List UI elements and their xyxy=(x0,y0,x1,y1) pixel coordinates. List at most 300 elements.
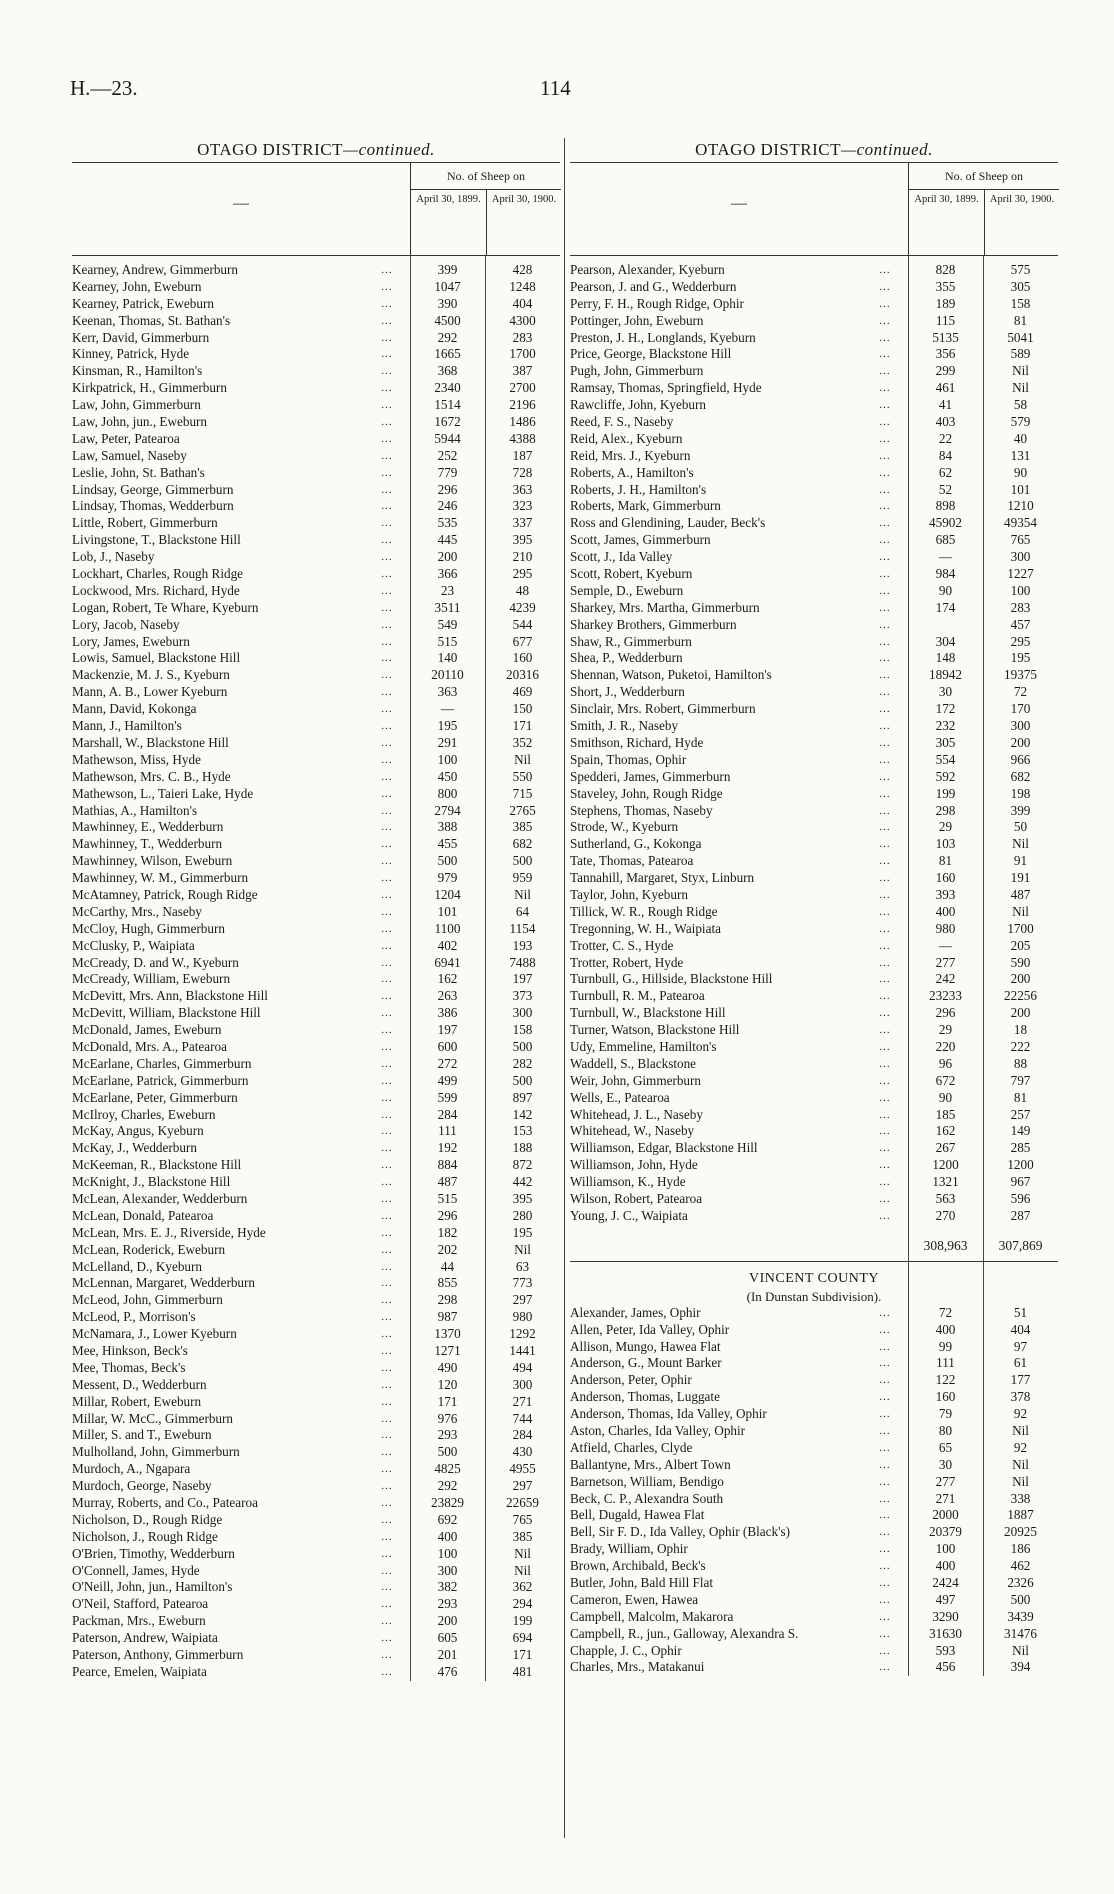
sheep-1900: 187 xyxy=(512,447,533,463)
sheep-1900: 18 xyxy=(1013,1022,1028,1038)
leader-dots: ... xyxy=(879,264,891,276)
owner-name: Turner, Watson, Blackstone Hill xyxy=(570,1022,740,1038)
sheep-1900: 404 xyxy=(1010,1321,1031,1337)
col-1899-header: April 30, 1899. xyxy=(416,194,481,205)
sheep-1899: 45902 xyxy=(929,515,962,531)
sheep-1899: 30 xyxy=(938,684,953,700)
leader-dots: ... xyxy=(381,1530,393,1543)
leader-dots: ... xyxy=(879,1192,891,1205)
table-row xyxy=(72,836,560,853)
leader-dots: ... xyxy=(381,1328,393,1341)
sheep-1899: 195 xyxy=(437,718,458,734)
sheep-1900: 158 xyxy=(1010,295,1031,311)
owner-name: Nicholson, D., Rough Ridge xyxy=(72,1511,223,1527)
leader-dots: ... xyxy=(381,399,393,412)
sheep-1900: 5041 xyxy=(1007,329,1034,345)
leader-dots: ... xyxy=(879,973,891,986)
leader-dots: ... xyxy=(879,1306,891,1319)
sheep-1899: 84 xyxy=(938,447,953,463)
leader-dots: ... xyxy=(381,770,393,783)
table-row xyxy=(570,819,1058,836)
sheep-1900: 1700 xyxy=(509,346,536,362)
leader-dots: ... xyxy=(879,703,891,716)
sheep-1899: 5944 xyxy=(434,430,461,446)
table-row xyxy=(72,515,560,532)
sheep-1900: 1887 xyxy=(1007,1507,1034,1523)
sheep-1900: 442 xyxy=(512,1174,533,1190)
table-row xyxy=(570,414,1058,431)
owner-name: Scott, J., Ida Valley xyxy=(570,549,673,565)
owner-name: Anderson, Thomas, Luggate xyxy=(570,1389,720,1405)
sheep-1900: Nil xyxy=(1012,1456,1029,1472)
table-row xyxy=(570,482,1058,499)
leader-dots: ... xyxy=(879,753,891,766)
sheep-1900: 160 xyxy=(512,650,533,666)
sheep-1899: 292 xyxy=(437,329,458,345)
leader-dots: ... xyxy=(381,1226,393,1239)
table-row xyxy=(72,1191,560,1208)
leader-dots: ... xyxy=(879,1627,891,1640)
owner-name: Paterson, Andrew, Waipiata xyxy=(72,1630,218,1646)
owner-name: McEarlane, Peter, Gimmerburn xyxy=(72,1089,238,1105)
table-row xyxy=(72,1242,560,1259)
sheep-1899: 1047 xyxy=(434,278,461,294)
owner-name: Campbell, R., jun., Galloway, Alexandra S. xyxy=(570,1625,799,1641)
table-row xyxy=(72,634,560,651)
owner-name: Mee, Thomas, Beck's xyxy=(72,1359,186,1375)
sheep-1899: 23829 xyxy=(431,1495,464,1511)
sheep-1899: 400 xyxy=(437,1528,458,1544)
leader-dots: ... xyxy=(381,821,393,834)
table-row xyxy=(72,1140,560,1157)
table-row xyxy=(570,431,1058,448)
table-row xyxy=(72,296,560,313)
leader-dots: ... xyxy=(381,1243,393,1256)
sheep-1899: 174 xyxy=(935,599,956,615)
sheep-1899: 382 xyxy=(437,1579,458,1595)
sheep-1899: — xyxy=(938,937,953,953)
table-row xyxy=(72,971,560,988)
owner-name: Mawhinney, Wilson, Eweburn xyxy=(72,853,233,869)
table-row xyxy=(72,1596,560,1613)
leader-dots: ... xyxy=(879,517,891,530)
owner-name: Semple, D., Eweburn xyxy=(570,582,684,598)
table-row xyxy=(570,1457,1058,1474)
table-row xyxy=(570,617,1058,634)
sheep-1900: 305 xyxy=(1010,278,1031,294)
owner-name: Allison, Mungo, Hawea Flat xyxy=(570,1338,721,1354)
sheep-1899: 400 xyxy=(935,1558,956,1574)
sheep-1900: 31476 xyxy=(1004,1625,1037,1641)
sheep-1900: 300 xyxy=(1010,718,1031,734)
sheep-1900: 294 xyxy=(512,1596,533,1612)
leader-dots: ... xyxy=(381,956,393,969)
table-row xyxy=(72,431,560,448)
owner-name: Mee, Hinkson, Beck's xyxy=(72,1343,188,1358)
owner-name: Smith, J. R., Naseby xyxy=(570,718,679,734)
table-row xyxy=(72,1529,560,1546)
sheep-1900: 195 xyxy=(512,1224,533,1240)
owner-name: Murdoch, George, Naseby xyxy=(72,1478,212,1494)
owner-name: O'Brien, Timothy, Wedderburn xyxy=(72,1545,235,1561)
leader-dots: ... xyxy=(381,855,393,868)
sheep-1900: 295 xyxy=(512,566,533,582)
sheep-1899: 252 xyxy=(437,447,458,463)
table-row xyxy=(570,1157,1058,1174)
sheep-1900: 300 xyxy=(1010,549,1031,565)
table-row xyxy=(72,346,560,363)
sheep-1899: 976 xyxy=(437,1410,458,1426)
col-1900-header: April 30, 1900. xyxy=(486,189,561,255)
leader-dots: ... xyxy=(381,551,393,564)
table-row xyxy=(72,1427,560,1444)
sheep-1899: 52 xyxy=(938,481,953,497)
owner-name: Mathewson, Mrs. C. B., Hyde xyxy=(72,768,231,784)
leader-dots: ... xyxy=(879,449,891,462)
left-column xyxy=(72,138,560,1681)
owner-name: Ballantyne, Mrs., Albert Town xyxy=(570,1456,731,1472)
owner-name: Williamson, K., Hyde xyxy=(570,1174,686,1190)
owner-name: Whitehead, W., Naseby xyxy=(570,1123,695,1139)
table-row xyxy=(72,363,560,380)
table-row xyxy=(72,1360,560,1377)
leader-dots: ... xyxy=(381,990,393,1003)
sheep-1899: 220 xyxy=(935,1038,956,1054)
sheep-1900: Nil xyxy=(1012,836,1029,852)
sheep-1900: 682 xyxy=(512,836,533,852)
owner-name: Brady, William, Ophir xyxy=(570,1541,688,1557)
leader-dots: ... xyxy=(381,1125,393,1138)
sheep-1899: 298 xyxy=(437,1292,458,1308)
table-row xyxy=(72,1022,560,1039)
sheep-1900: 158 xyxy=(512,1022,533,1038)
table-row xyxy=(570,1355,1058,1372)
leader-dots: ... xyxy=(879,331,891,344)
table-row xyxy=(570,971,1058,988)
table-row xyxy=(570,600,1058,617)
sheep-1900: 287 xyxy=(1010,1207,1031,1223)
sheep-1899: 201 xyxy=(437,1647,458,1663)
leader-dots: ... xyxy=(381,1463,393,1476)
leader-dots: ... xyxy=(381,416,393,429)
sheep-1899: 3290 xyxy=(932,1608,959,1624)
owner-name: Tillick, W. R., Rough Ridge xyxy=(570,903,718,919)
sheep-count-header: No. of Sheep on April 30, 1899. April 30, 1900. xyxy=(410,163,561,255)
sheep-1900: 63 xyxy=(515,1258,530,1274)
owner-name: Preston, J. H., Longlands, Kyeburn xyxy=(570,329,756,345)
sheep-1899: 400 xyxy=(935,903,956,919)
sheep-1899: 20379 xyxy=(929,1524,962,1540)
sheep-1900: 966 xyxy=(1010,751,1031,767)
sheep-1900: 188 xyxy=(512,1140,533,1156)
owner-name: Scott, James, Gimmerburn xyxy=(570,532,711,548)
leader-dots: ... xyxy=(381,1598,393,1611)
sheep-1899: 599 xyxy=(437,1089,458,1105)
leader-dots: ... xyxy=(381,314,393,327)
sheep-1900: 575 xyxy=(1010,262,1031,277)
leader-dots: ... xyxy=(381,534,393,547)
sheep-1900: 92 xyxy=(1013,1439,1028,1455)
sheep-1899: 90 xyxy=(938,582,953,598)
owner-name: Lindsay, Thomas, Wedderburn xyxy=(72,498,234,514)
sheep-1900: 399 xyxy=(1010,802,1031,818)
sheep-1900: 61 xyxy=(1013,1355,1028,1371)
leader-dots: ... xyxy=(879,1209,891,1222)
table-row xyxy=(570,1575,1058,1592)
sheep-1900: 487 xyxy=(1010,886,1031,902)
owner-name: McKay, J., Wedderburn xyxy=(72,1140,197,1156)
sheep-1900: 1486 xyxy=(509,414,536,430)
owner-name: Barnetson, William, Bendigo xyxy=(570,1473,724,1489)
leader-dots: ... xyxy=(381,264,393,276)
col-1899-header: April 30, 1899. xyxy=(914,194,979,205)
sheep-1899: 140 xyxy=(437,650,458,666)
sheep-1900: 1292 xyxy=(509,1326,536,1342)
leader-dots: ... xyxy=(879,720,891,733)
table-row xyxy=(570,1507,1058,1524)
sheep-1899: 515 xyxy=(437,633,458,649)
table-row xyxy=(570,465,1058,482)
sheep-1900: 677 xyxy=(512,633,533,649)
right-column xyxy=(570,138,1058,1676)
sheep-1899: 1665 xyxy=(434,346,461,362)
leader-dots: ... xyxy=(381,1142,393,1155)
sheep-1900: Nil xyxy=(1012,363,1029,379)
owner-name: McKeeman, R., Blackstone Hill xyxy=(72,1157,242,1173)
leader-dots: ... xyxy=(879,1526,891,1539)
leader-dots: ... xyxy=(381,1395,393,1408)
leader-dots: ... xyxy=(879,1543,891,1556)
sheep-1899: 390 xyxy=(437,295,458,311)
sheep-1900: 744 xyxy=(512,1410,533,1426)
sheep-1899: 80 xyxy=(938,1423,953,1438)
sheep-1900: 200 xyxy=(1010,1005,1031,1021)
leader-dots: ... xyxy=(381,1412,393,1425)
sheep-1900: 481 xyxy=(512,1663,533,1679)
leader-dots: ... xyxy=(381,652,393,665)
leader-dots: ... xyxy=(879,365,891,378)
table-row xyxy=(570,1191,1058,1208)
sheep-1899: 393 xyxy=(935,886,956,902)
owner-name: Scott, Robert, Kyeburn xyxy=(570,566,693,582)
owner-name: McClusky, P., Waipiata xyxy=(72,937,195,953)
owner-name: Anderson, G., Mount Barker xyxy=(570,1355,722,1371)
sheep-1899: 267 xyxy=(935,1140,956,1156)
table-row xyxy=(72,465,560,482)
right-table-body xyxy=(570,256,1058,1676)
page-number: 114 xyxy=(540,76,571,100)
sheep-1899: 65 xyxy=(938,1439,953,1455)
leader-dots: ... xyxy=(879,601,891,614)
leader-dots: ... xyxy=(879,1577,891,1590)
sheep-1900: 2765 xyxy=(509,802,536,818)
table-row xyxy=(570,363,1058,380)
sheep-1899: 1204 xyxy=(434,886,461,902)
leader-dots: ... xyxy=(381,905,393,918)
owner-name: Mann, J., Hamilton's xyxy=(72,718,182,734)
sheep-1899: 99 xyxy=(938,1338,953,1354)
sheep-1899: 500 xyxy=(437,1444,458,1460)
sheep-1900: 257 xyxy=(1010,1106,1031,1122)
leader-dots: ... xyxy=(879,652,891,665)
table-row xyxy=(72,1630,560,1647)
owner-name: O'Neil, Stafford, Patearoa xyxy=(72,1596,209,1612)
owner-name: Butler, John, Bald Hill Flat xyxy=(570,1575,714,1591)
leader-dots: ... xyxy=(381,1074,393,1087)
owner-name: Wilson, Robert, Patearoa xyxy=(570,1190,703,1206)
leader-dots: ... xyxy=(381,720,393,733)
leader-dots: ... xyxy=(879,1509,891,1522)
sheep-1899: 487 xyxy=(437,1174,458,1190)
leader-dots: ... xyxy=(879,804,891,817)
table-row xyxy=(72,955,560,972)
table-row xyxy=(570,1039,1058,1056)
table-row xyxy=(570,279,1058,296)
owner-name: Smithson, Richard, Hyde xyxy=(570,734,704,750)
sheep-1899: 366 xyxy=(437,566,458,582)
sheep-1900: 395 xyxy=(512,1190,533,1206)
sheep-1899: 692 xyxy=(437,1511,458,1527)
leader-dots: ... xyxy=(879,584,891,597)
leader-dots: ... xyxy=(879,1610,891,1623)
owner-name: Kinney, Patrick, Hyde xyxy=(72,346,190,362)
leader-dots: ... xyxy=(879,618,891,631)
leader-dots: ... xyxy=(381,939,393,952)
total-1900: 307,869 xyxy=(998,1237,1043,1253)
sheep-1900: 297 xyxy=(512,1478,533,1494)
sheep-1899: 122 xyxy=(935,1372,956,1388)
sheep-1900: 170 xyxy=(1010,701,1031,717)
table-row xyxy=(72,482,560,499)
table-row xyxy=(72,735,560,752)
leader-dots: ... xyxy=(879,1560,891,1573)
leader-dots: ... xyxy=(879,872,891,885)
sheep-1900: 81 xyxy=(1013,312,1028,328)
owner-name: Staveley, John, Rough Ridge xyxy=(570,785,723,801)
owner-name: Turnbull, R. M., Patearoa xyxy=(570,988,705,1004)
owner-name: Roberts, J. H., Hamilton's xyxy=(570,481,707,497)
leader-dots: ... xyxy=(381,888,393,901)
sheep-1899: 1672 xyxy=(434,414,461,430)
table-row xyxy=(570,380,1058,397)
owner-name: Cameron, Ewen, Hawea xyxy=(570,1591,699,1607)
sheep-1899: 476 xyxy=(437,1663,458,1679)
sheep-1900: 210 xyxy=(512,549,533,565)
sheep-1900: 97 xyxy=(1013,1338,1028,1354)
owner-name: Mann, A. B., Lower Kyeburn xyxy=(72,684,228,700)
leader-dots: ... xyxy=(879,1142,891,1155)
sheep-1899: 101 xyxy=(437,903,458,919)
sheep-1900: 150 xyxy=(512,701,533,717)
table-row xyxy=(72,650,560,667)
sheep-1899: 293 xyxy=(437,1596,458,1612)
sheep-1900: 394 xyxy=(1010,1659,1031,1675)
table-row xyxy=(72,938,560,955)
sheep-1900: 500 xyxy=(512,853,533,869)
sheep-1899: 277 xyxy=(935,1473,956,1489)
sheep-1900: 20925 xyxy=(1004,1524,1037,1540)
sheep-1899: 96 xyxy=(938,1055,953,1071)
sheep-1900: 362 xyxy=(512,1579,533,1595)
owner-name: Kearney, Patrick, Eweburn xyxy=(72,295,214,311)
owner-name: Anderson, Thomas, Ida Valley, Ophir xyxy=(570,1406,767,1422)
sheep-1900: 1154 xyxy=(509,920,536,936)
leader-dots: ... xyxy=(381,1649,393,1662)
owner-name: Kearney, Andrew, Gimmerburn xyxy=(72,262,239,277)
table-row xyxy=(570,1440,1058,1457)
leader-dots: ... xyxy=(879,280,891,293)
leader-dots: ... xyxy=(879,1425,891,1437)
sheep-1899: 298 xyxy=(935,802,956,818)
leader-dots: ... xyxy=(879,1091,891,1104)
sheep-1899: 200 xyxy=(437,1613,458,1629)
leader-dots: ... xyxy=(879,1108,891,1121)
sheep-1899: 497 xyxy=(935,1591,956,1607)
sheep-1900: 544 xyxy=(512,616,533,632)
sheep-1899: 984 xyxy=(935,566,956,582)
table-row xyxy=(72,667,560,684)
sheep-1899: 1100 xyxy=(434,920,461,936)
sheep-1899: 355 xyxy=(935,278,956,294)
sheep-1900: 295 xyxy=(1010,633,1031,649)
sheep-1899: 20110 xyxy=(431,667,464,683)
sheep-1900: 457 xyxy=(1010,616,1031,632)
leader-dots: ... xyxy=(879,1593,891,1606)
table-row xyxy=(72,1664,560,1681)
sheep-1899: 41 xyxy=(938,397,953,413)
table-row xyxy=(72,617,560,634)
sheep-1899: 246 xyxy=(437,498,458,514)
table-row xyxy=(570,1372,1058,1389)
leader-dots: ... xyxy=(381,1429,393,1442)
sheep-1899: 2340 xyxy=(434,380,461,396)
owner-name: Campbell, Malcolm, Makarora xyxy=(570,1608,734,1624)
owner-name: Mathias, A., Hamilton's xyxy=(72,802,198,818)
table-row xyxy=(570,515,1058,532)
owner-name: Kinsman, R., Hamilton's xyxy=(72,363,203,379)
sheep-1899: 185 xyxy=(935,1106,956,1122)
leader-dots: ... xyxy=(879,1040,891,1053)
leader-dots: ... xyxy=(879,990,891,1003)
owner-name: Turnbull, W., Blackstone Hill xyxy=(570,1005,726,1021)
leader-dots: ... xyxy=(879,416,891,429)
table-row xyxy=(72,786,560,803)
owner-name: Law, John, jun., Eweburn xyxy=(72,414,208,430)
sheep-1899: 172 xyxy=(935,701,956,717)
table-row xyxy=(570,1322,1058,1339)
leader-dots: ... xyxy=(381,1345,393,1357)
owner-name: McLeod, John, Gimmerburn xyxy=(72,1292,223,1308)
owner-name: McLean, Mrs. E. J., Riverside, Hyde xyxy=(72,1224,266,1240)
table-row xyxy=(570,1140,1058,1157)
leader-dots: ... xyxy=(381,1108,393,1121)
leader-dots: ... xyxy=(381,736,393,749)
sheep-1900: 872 xyxy=(512,1157,533,1173)
sheep-1899: 400 xyxy=(935,1321,956,1337)
sheep-1900: 404 xyxy=(512,295,533,311)
sheep-1899: 197 xyxy=(437,1022,458,1038)
sheep-1900: 2326 xyxy=(1007,1575,1034,1591)
table-row xyxy=(570,1305,1058,1322)
owner-name: Brown, Archibald, Beck's xyxy=(570,1558,706,1574)
table-row xyxy=(570,1056,1058,1073)
sheep-1900: 222 xyxy=(1010,1038,1031,1054)
sheep-1900: 682 xyxy=(1010,768,1031,784)
leader-dots: ... xyxy=(381,1260,393,1273)
sheep-1899: 199 xyxy=(935,785,956,801)
sheep-1900: 500 xyxy=(1010,1591,1031,1607)
owner-name: Bell, Sir F. D., Ida Valley, Ophir (Black's) xyxy=(570,1524,790,1540)
